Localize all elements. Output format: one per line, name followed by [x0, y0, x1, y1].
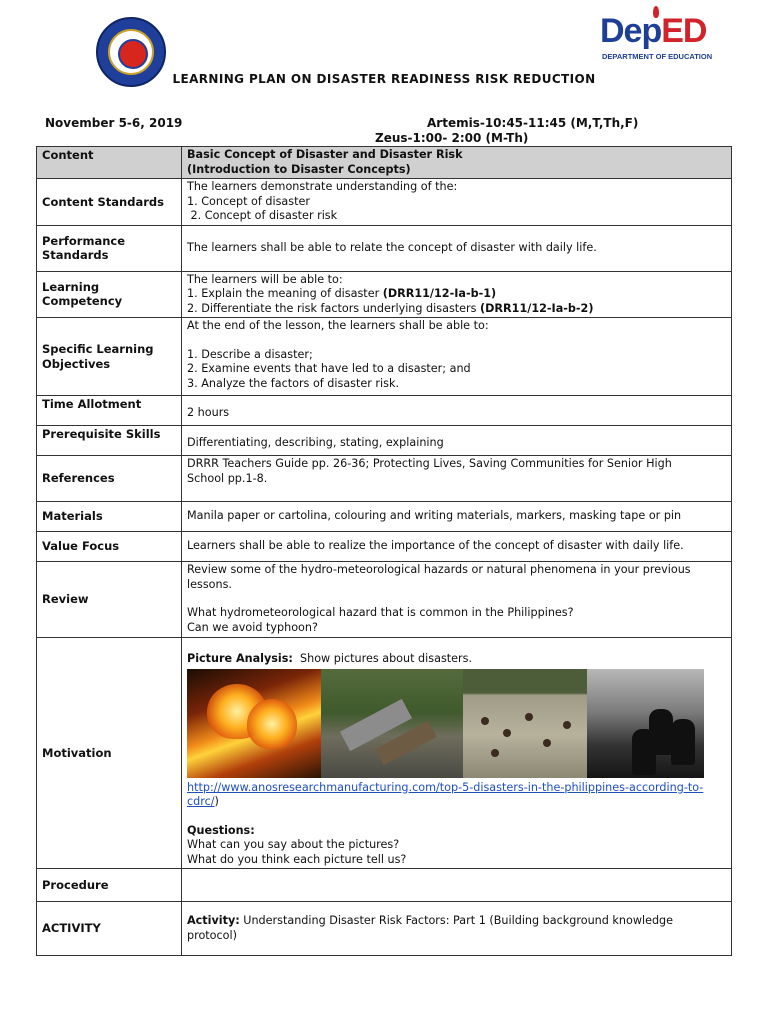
value-performance-standards: The learners shall be able to relate the concept of disaster with daily life.	[182, 225, 732, 271]
references-line-1: DRRR Teachers Guide pp. 26-36; Protecting Lives, Saving Communities for Senior High	[187, 457, 672, 470]
question-2: What do you think each picture tell us?	[187, 852, 407, 866]
label-references: References	[37, 456, 182, 502]
row-specific-objectives	[37, 318, 732, 396]
deped-logo	[600, 6, 725, 66]
value-prerequisite-skills: Differentiating, describing, stating, explaining	[182, 426, 732, 456]
landslide-disaster-image	[321, 669, 463, 778]
picture-analysis: Picture Analysis: Show pictures about disasters.	[187, 652, 473, 665]
disaster-pictures	[187, 669, 704, 778]
soldiers-conflict-image	[587, 669, 704, 778]
activity-line-1: Activity: Understanding Disaster Risk Factors: Part 1 (Building background knowledge	[187, 914, 674, 927]
label-review: Review	[37, 562, 182, 638]
row-review	[37, 562, 732, 638]
references-line-2: School pp.1-8.	[187, 471, 268, 485]
value-content	[182, 147, 732, 179]
value-review	[182, 562, 732, 638]
source-link-line: http://www.anosresearchmanufacturing.com/top-5-disasters-in-the-philippines-according-to-cdrc/)	[187, 780, 704, 808]
deped-subtitle: DEPARTMENT OF EDUCATION	[602, 52, 713, 61]
row-performance-standards	[37, 225, 732, 271]
label-performance-standards	[37, 225, 182, 271]
label-content-standards: Content Standards	[37, 179, 182, 226]
value-procedure	[182, 869, 732, 902]
row-procedure	[37, 869, 732, 902]
competency-item-1: 1. Explain the meaning of disaster (DRR11/12-Ia-b-1)	[187, 287, 497, 300]
question-1: What can you say about the pictures?	[187, 838, 400, 851]
performance-label-2: Standards	[42, 248, 109, 262]
seal-emblem-icon	[118, 39, 148, 69]
label-value-focus: Value Focus	[37, 532, 182, 562]
row-motivation	[37, 638, 732, 869]
content-standards-line-3: 2. Concept of disaster risk	[187, 209, 338, 222]
objective-item-2: 2. Examine events that have led to a disaster; and	[187, 362, 471, 375]
value-content-standards	[182, 179, 732, 226]
row-content-standards	[37, 179, 732, 226]
review-line-1: Review some of the hydro-meteorological hazards or natural phenomena in your previous	[187, 563, 691, 576]
label-specific-objectives	[37, 318, 182, 396]
label-learning-competency	[37, 271, 182, 318]
content-standards-line-2: 1. Concept of disaster	[187, 194, 310, 208]
content-line-1: Basic Concept of Disaster and Disaster Risk	[187, 148, 463, 161]
objectives-intro: At the end of the lesson, the learners shall be able to:	[187, 319, 489, 332]
fire-disaster-image	[187, 669, 321, 778]
value-time-allotment: 2 hours	[182, 396, 732, 426]
questions-label: Questions:	[187, 823, 255, 837]
value-references	[182, 456, 732, 502]
value-motivation	[182, 638, 732, 869]
row-activity	[37, 902, 732, 956]
learning-plan-table	[36, 146, 732, 956]
label-time-allotment: Time Allotment	[37, 396, 182, 426]
row-value-focus	[37, 532, 732, 562]
row-content	[37, 147, 732, 179]
review-line-3: What hydrometeorological hazard that is common in the Philippines?	[187, 606, 574, 619]
objective-item-1: 1. Describe a disaster;	[187, 347, 313, 361]
value-learning-competency	[182, 271, 732, 318]
source-link[interactable]: http://www.anosresearchmanufacturing.com/top-5-disasters-in-the-philippines-according-to-cdrc/	[187, 780, 704, 808]
deped-wordmark: DepED	[600, 12, 707, 50]
row-learning-competency	[37, 271, 732, 318]
performance-label-1: Performance	[42, 233, 126, 248]
label-procedure: Procedure	[37, 869, 182, 902]
objectives-label-2: Objectives	[42, 356, 111, 371]
label-activity: ACTIVITY	[37, 902, 182, 956]
content-standards-line-1: The learners demonstrate understanding of the:	[187, 180, 458, 193]
page-title: LEARNING PLAN ON DISASTER READINESS RISK REDUCTION	[172, 72, 596, 86]
schedule-artemis: Artemis-10:45-11:45 (M,T,Th,F)	[427, 116, 639, 130]
objective-item-3: 3. Analyze the factors of disaster risk.	[187, 376, 400, 390]
value-value-focus: Learners shall be able to realize the importance of the concept of disaster with daily life.	[182, 532, 732, 562]
label-materials: Materials	[37, 502, 182, 532]
value-activity	[182, 902, 732, 956]
objectives-label-1: Specific Learning	[42, 342, 154, 356]
competency-label-1: Learning	[42, 279, 100, 294]
competency-label-2: Competency	[42, 294, 123, 309]
review-line-2: lessons.	[187, 577, 232, 591]
row-time-allotment	[37, 396, 732, 426]
activity-line-2: protocol)	[187, 928, 237, 942]
row-references	[37, 456, 732, 502]
content-line-2: (Introduction to Disaster Concepts)	[187, 162, 411, 176]
lesson-date: November 5-6, 2019	[45, 116, 183, 130]
review-line-4: Can we avoid typhoon?	[187, 620, 318, 634]
value-specific-objectives	[182, 318, 732, 396]
competency-intro: The learners will be able to:	[187, 272, 343, 286]
row-materials	[37, 502, 732, 532]
schedule-zeus: Zeus-1:00- 2:00 (M-Th)	[375, 131, 529, 145]
label-motivation: Motivation	[37, 638, 182, 869]
flood-disaster-image	[463, 669, 587, 778]
competency-item-2: 2. Differentiate the risk factors underlying disasters (DRR11/12-Ia-b-2)	[187, 301, 594, 315]
label-content: Content	[37, 147, 182, 179]
label-prerequisite-skills: Prerequisite Skills	[37, 426, 182, 456]
row-prerequisite-skills	[37, 426, 732, 456]
value-materials: Manila paper or cartolina, colouring and writing materials, markers, masking tape or pin	[182, 502, 732, 532]
